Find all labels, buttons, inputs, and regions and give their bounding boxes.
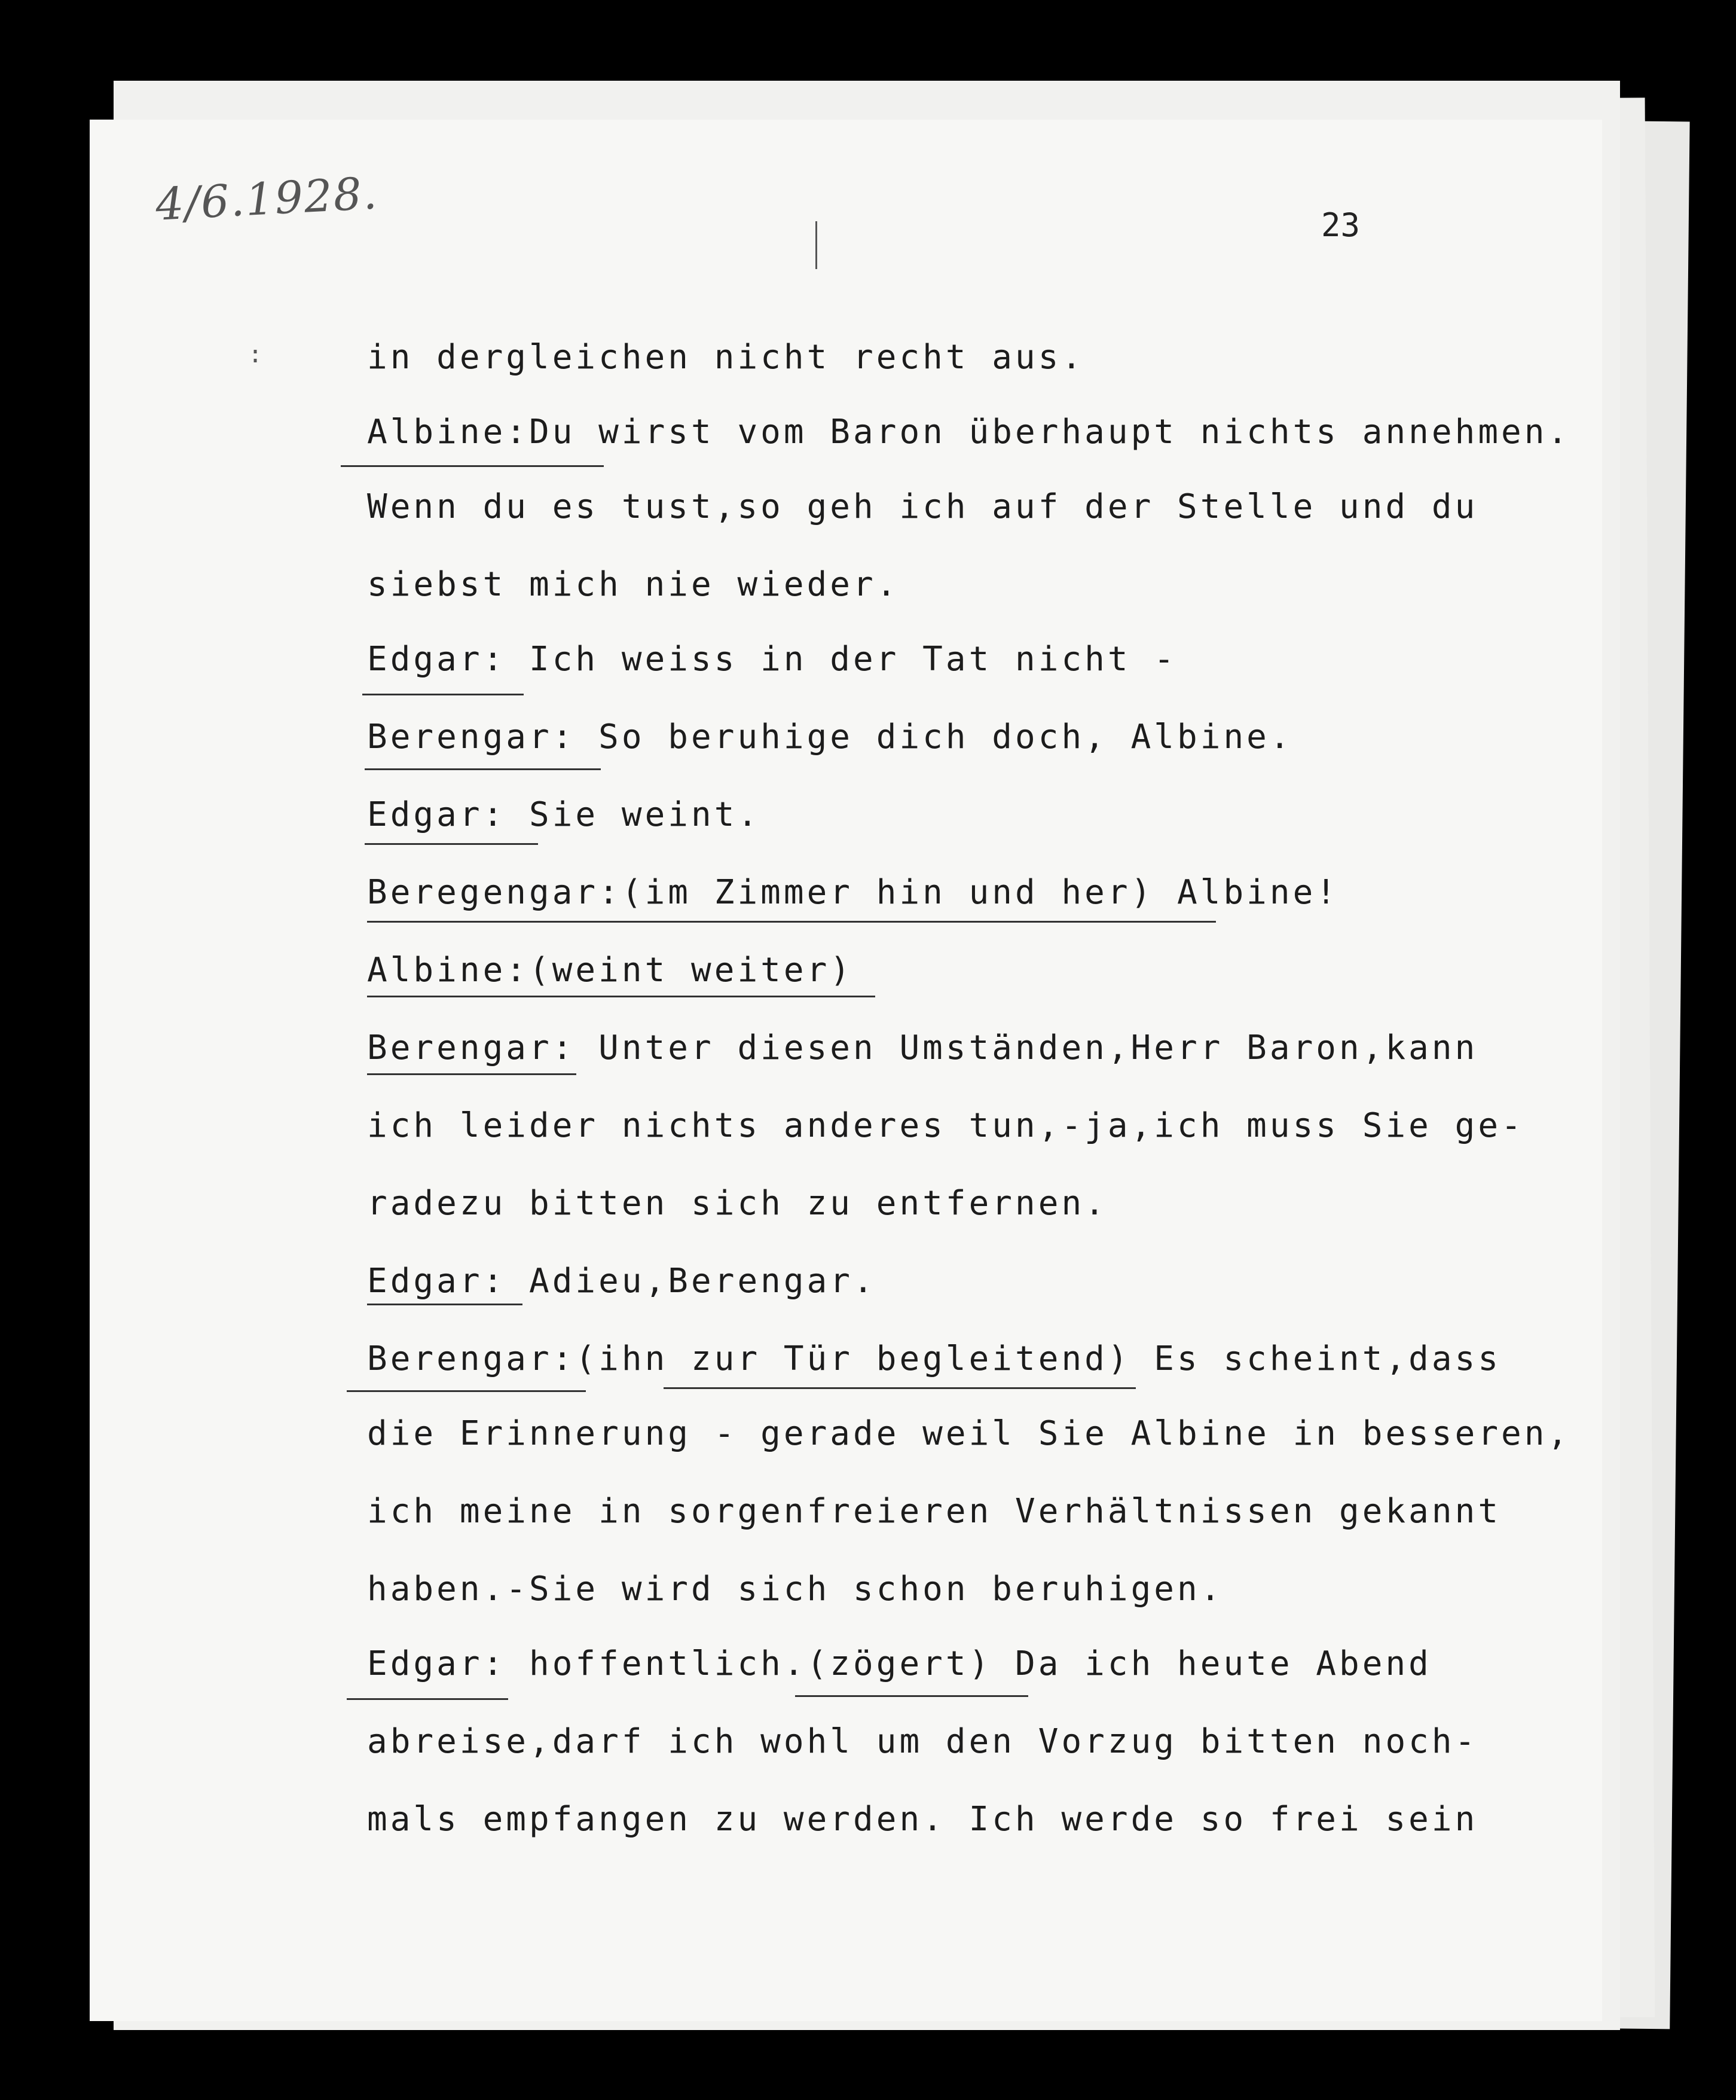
text-line: die Erinnerung - gerade weil Sie Albine in besseren, — [367, 1414, 1571, 1453]
speaker-underline — [365, 843, 538, 845]
text-line: Edgar: Ich weiss in der Tat nicht - — [367, 640, 1178, 679]
text-line: Beregengar:(im Zimmer hin und her) Albine! — [367, 873, 1340, 912]
speaker-underline — [367, 1073, 576, 1075]
speaker-underline — [367, 1304, 522, 1305]
text-line: Albine:Du wirst vom Baron überhaupt nichts annehmen. — [367, 413, 1571, 451]
text-line: mals empfangen zu werden. Ich werde so frei sein — [367, 1800, 1478, 1839]
speaker-underline — [362, 694, 524, 695]
text-line: Edgar: hoffentlich.(zögert) Da ich heute Abend — [367, 1644, 1432, 1683]
text-line: radezu bitten sich zu entfernen. — [367, 1184, 1108, 1223]
text-line: Edgar: Sie weint. — [367, 795, 761, 834]
handwritten-date: 4/6.1928. — [154, 167, 380, 231]
text-line: Berengar: Unter diesen Umständen,Herr Baron,kann — [367, 1028, 1478, 1067]
text-line: haben.-Sie wird sich schon beruhigen. — [367, 1570, 1224, 1608]
margin-tick — [815, 221, 817, 269]
text-line: Wenn du es tust,so geh ich auf der Stelle und du — [367, 487, 1478, 526]
margin-mark: : — [248, 341, 263, 368]
text-line: Albine:(weint weiter) — [367, 951, 854, 990]
text-line: Berengar:(ihn zur Tür begleitend) Es scheint,dass — [367, 1339, 1502, 1378]
speaker-underline — [795, 1695, 1028, 1697]
text-line: siebst mich nie wieder. — [367, 565, 900, 604]
speaker-underline — [347, 1390, 586, 1392]
text-line: ich meine in sorgenfreieren Verhältnissen gekannt — [367, 1492, 1502, 1531]
speaker-underline — [347, 1698, 508, 1700]
speaker-underline — [341, 465, 604, 467]
speaker-underline — [367, 921, 1216, 923]
speaker-underline — [664, 1387, 1136, 1389]
speaker-underline — [365, 768, 601, 770]
page-number: 23 — [1321, 206, 1361, 244]
text-line: ich leider nichts anderes tun,-ja,ich muss Sie ge- — [367, 1106, 1524, 1145]
text-line: Berengar: So beruhige dich doch, Albine. — [367, 718, 1293, 756]
text-line: Edgar: Adieu,Berengar. — [367, 1262, 876, 1301]
text-line: abreise,darf ich wohl um den Vorzug bitten noch- — [367, 1722, 1478, 1761]
speaker-underline — [367, 996, 875, 997]
text-line: in dergleichen nicht recht aus. — [367, 338, 1085, 377]
